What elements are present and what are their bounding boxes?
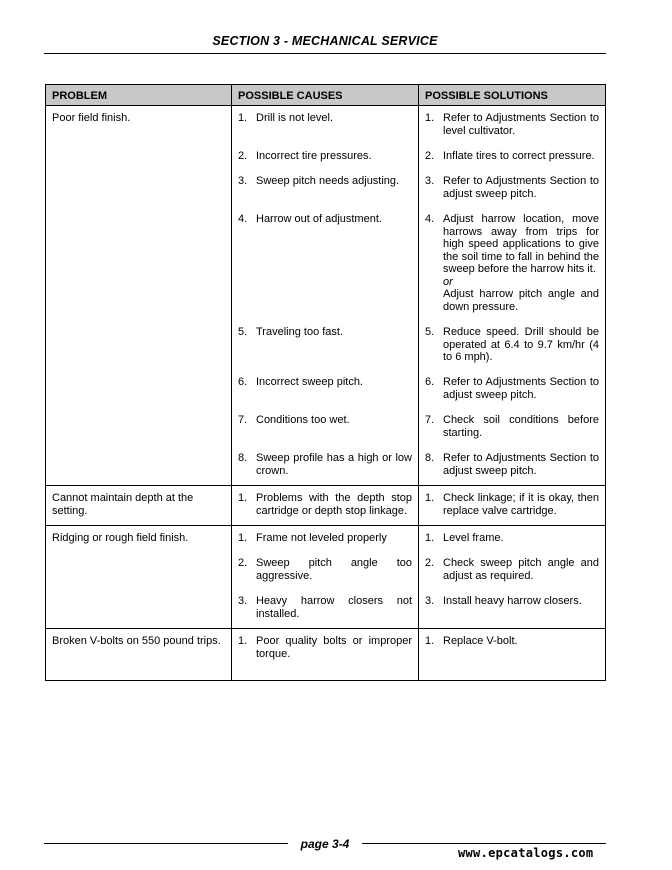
solution-text: Refer to Adjustments Section to adjust sweep pitch. — [443, 376, 599, 401]
solution-item — [425, 175, 599, 200]
cause-item — [238, 175, 412, 200]
solution-item — [425, 532, 599, 544]
item-number: 2. — [238, 557, 248, 569]
solution-text: Reduce speed. Drill should be operated at 6.4 to 9.7 km/hr (4 to 6 mph). — [443, 326, 599, 363]
solution-item — [425, 595, 599, 620]
solution-text: Check linkage; if it is okay, then replace valve cartridge. — [443, 492, 599, 517]
solution-text: Inflate tires to correct pressure. — [443, 150, 595, 162]
causes-cell — [232, 526, 419, 629]
solution-item — [425, 635, 599, 660]
header-rule — [44, 53, 606, 54]
item-number: 5. — [238, 326, 248, 338]
table-header-row — [46, 85, 606, 106]
section-title: SECTION 3 - MECHANICAL SERVICE — [212, 34, 438, 48]
solution-item — [425, 414, 599, 439]
item-number: 8. — [425, 452, 435, 464]
cause-text: Frame not leveled properly — [256, 532, 387, 544]
cause-text: Incorrect tire pressures. — [256, 150, 372, 162]
cause-text: Heavy harrow closers not installed. — [256, 595, 412, 620]
troubleshooting-table — [45, 84, 606, 681]
item-number: 5. — [425, 326, 435, 338]
item-number: 1. — [238, 112, 248, 124]
solution-text: Refer to Adjustments Section to level cultivator. — [443, 112, 599, 137]
item-number: 4. — [425, 213, 435, 225]
cause-item — [238, 452, 412, 477]
cause-text: Sweep profile has a high or low crown. — [256, 452, 412, 477]
item-number: 3. — [425, 175, 435, 187]
item-number: 1. — [425, 492, 435, 504]
causes-cell — [232, 106, 419, 486]
cause-item — [238, 492, 412, 517]
problem-cell: Broken V-bolts on 550 pound trips. — [46, 629, 232, 681]
problem-cell: Ridging or rough field finish. — [46, 526, 232, 629]
watermark: www.epcatalogs.com — [458, 846, 594, 860]
solution-item — [425, 492, 599, 517]
cause-item — [238, 414, 412, 439]
item-number: 1. — [425, 112, 435, 124]
column-header-solutions: POSSIBLE SOLUTIONS — [419, 85, 606, 106]
item-number: 3. — [238, 595, 248, 607]
solution-item — [425, 557, 599, 582]
cause-item — [238, 326, 412, 363]
cause-text: Problems with the depth stop cartridge or depth stop linkage. — [256, 492, 412, 517]
cause-text: Drill is not level. — [256, 112, 334, 124]
solution-alternative: Adjust harrow pitch angle and down pressure. — [443, 288, 599, 313]
cause-item — [238, 635, 412, 660]
item-number: 2. — [425, 557, 435, 569]
cause-item — [238, 150, 412, 162]
solution-text: Check soil conditions before starting. — [443, 414, 599, 439]
cause-text: Sweep pitch angle too aggressive. — [256, 557, 412, 582]
solution-text: Replace V-bolt. — [443, 635, 518, 647]
item-number: 2. — [238, 150, 248, 162]
table-row — [46, 486, 606, 526]
solution-item — [425, 213, 599, 313]
cause-item — [238, 376, 412, 401]
problem-cell: Cannot maintain depth at the setting. — [46, 486, 232, 526]
item-number: 4. — [238, 213, 248, 225]
item-number: 8. — [238, 452, 248, 464]
solutions-cell — [419, 106, 606, 486]
cause-text: Traveling too fast. — [256, 326, 344, 338]
cause-text: Sweep pitch needs adjusting. — [256, 175, 400, 187]
solution-item — [425, 326, 599, 363]
item-number: 3. — [425, 595, 435, 607]
table-row — [46, 629, 606, 681]
item-number: 7. — [238, 414, 248, 426]
cause-item — [238, 213, 412, 313]
item-number: 1. — [238, 635, 248, 647]
causes-cell — [232, 629, 419, 681]
item-number: 1. — [425, 532, 435, 544]
solution-main: Adjust harrow location, move harrows away from trips for high speed applications to give the soil time to fall in behind the sweep before the harrow hits it. — [443, 213, 599, 275]
solutions-cell — [419, 526, 606, 629]
cause-text: Harrow out of adjustment. — [256, 213, 382, 225]
table-row — [46, 106, 606, 486]
cause-text: Incorrect sweep pitch. — [256, 376, 363, 388]
cause-item — [238, 557, 412, 582]
item-number: 1. — [238, 492, 248, 504]
table-row — [46, 526, 606, 629]
solution-text: Level frame. — [443, 532, 504, 544]
footer-rule-right — [362, 843, 606, 844]
solution-text: Check sweep pitch angle and adjust as required. — [443, 557, 599, 582]
cause-item — [238, 112, 412, 137]
cause-text: Conditions too wet. — [256, 414, 350, 426]
item-number: 7. — [425, 414, 435, 426]
solution-item — [425, 112, 599, 137]
page-number: page 3-4 — [300, 837, 350, 851]
item-number: 6. — [425, 376, 435, 388]
footer-rule-left — [44, 843, 288, 844]
solution-text: Refer to Adjustments Section to adjust sweep pitch. — [443, 175, 599, 200]
item-number: 3. — [238, 175, 248, 187]
solution-or: or — [443, 275, 453, 288]
cause-item — [238, 595, 412, 620]
solution-text — [443, 213, 599, 313]
solution-text: Install heavy harrow closers. — [443, 595, 582, 607]
item-number: 6. — [238, 376, 248, 388]
causes-cell — [232, 486, 419, 526]
item-number: 1. — [238, 532, 248, 544]
cause-item — [238, 532, 412, 544]
solution-item — [425, 150, 599, 162]
solution-item — [425, 452, 599, 477]
column-header-problem: PROBLEM — [46, 85, 232, 106]
solutions-cell — [419, 629, 606, 681]
item-number: 1. — [425, 635, 435, 647]
column-header-causes: POSSIBLE CAUSES — [232, 85, 419, 106]
problem-cell: Poor field finish. — [46, 106, 232, 486]
solution-item — [425, 376, 599, 401]
solutions-cell — [419, 486, 606, 526]
item-number: 2. — [425, 150, 435, 162]
cause-text: Poor quality bolts or improper torque. — [256, 635, 412, 660]
solution-text: Refer to Adjustments Section to adjust sweep pitch. — [443, 452, 599, 477]
